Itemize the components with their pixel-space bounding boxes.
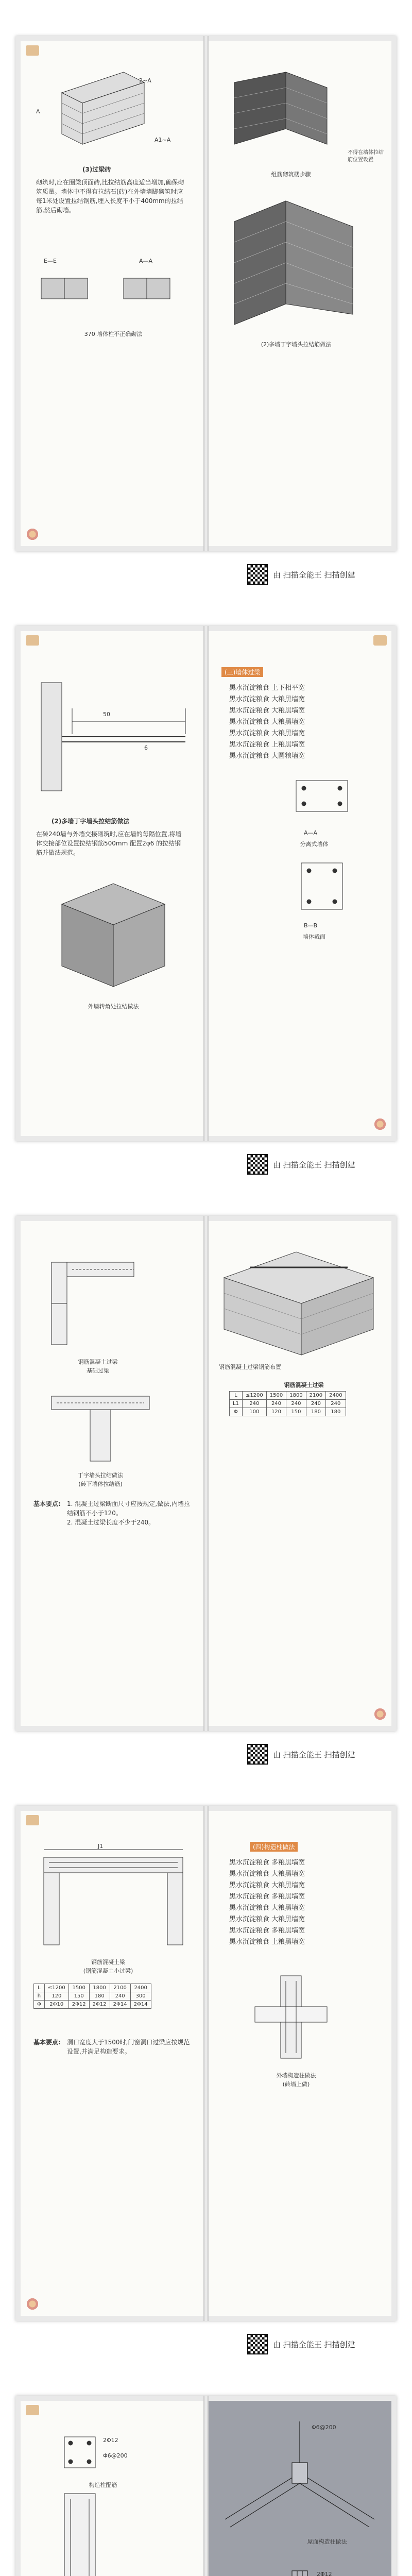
book-gutter bbox=[203, 1216, 209, 1731]
t-junction-drawing bbox=[41, 1381, 160, 1468]
book-spread bbox=[15, 1216, 397, 1731]
scan-page-4 bbox=[0, 1770, 412, 2360]
left-page bbox=[21, 1811, 203, 2316]
book-spread bbox=[15, 2396, 397, 2576]
lintel-section-drawing bbox=[286, 858, 358, 920]
page-ornament bbox=[373, 1707, 387, 1721]
book-spread bbox=[15, 626, 397, 1141]
table-cell: 1800 bbox=[89, 1984, 110, 1992]
dimension-label: A1~A bbox=[154, 137, 171, 143]
table-cell: Φ bbox=[34, 2001, 45, 2009]
table-cell: 240 bbox=[266, 1400, 286, 1408]
figure-caption: 钢筋混凝土梁 bbox=[91, 1959, 125, 1965]
rebar-label: Φ6@200 bbox=[312, 2424, 336, 2431]
table-cell: 2Φ12 bbox=[68, 2001, 89, 2009]
mnemonic-line: 黑水沉淀粮食 大粮黑墙宽 bbox=[229, 707, 305, 715]
figure-caption: (2)多墙丁字墙头拉结筋做法 bbox=[261, 341, 332, 348]
corner-decoration bbox=[26, 1815, 39, 1825]
qr-code-icon bbox=[247, 564, 268, 585]
table-cell: 2Φ12 bbox=[89, 2001, 110, 2009]
column-section-drawing bbox=[245, 1965, 348, 2069]
corner-decoration bbox=[26, 45, 39, 56]
section-heading: (2)多墙丁字墙头拉结筋做法 bbox=[52, 818, 130, 825]
table-cell: 2100 bbox=[110, 1984, 130, 1992]
section-label: A—A bbox=[139, 258, 153, 264]
figure-subcaption: (钢筋混凝土小过梁) bbox=[83, 1968, 133, 1974]
beam-reinforcement-table bbox=[33, 1984, 151, 2009]
table-cell: 1500 bbox=[266, 1392, 286, 1400]
qr-code-icon bbox=[247, 1744, 268, 1765]
table-cell: 240 bbox=[286, 1400, 306, 1408]
left-page bbox=[21, 1221, 203, 1726]
dimension-label: 50 bbox=[103, 711, 110, 718]
scanner-watermark bbox=[247, 1154, 355, 1175]
corner-decoration bbox=[373, 635, 387, 646]
section-label: A—A bbox=[304, 829, 318, 836]
figure-caption: 组筋砌筑楼步骤 bbox=[271, 171, 311, 178]
table-cell: 120 bbox=[266, 1408, 286, 1416]
book-gutter bbox=[203, 2396, 209, 2576]
mnemonic-list bbox=[229, 1857, 373, 1948]
corner-tie-illustration bbox=[52, 873, 175, 992]
mnemonic-list bbox=[229, 683, 373, 762]
watermark-text: 由 扫描全能王 扫描创建 bbox=[273, 570, 355, 580]
lintel-size-table bbox=[229, 1391, 346, 1416]
book-spread bbox=[15, 1806, 397, 2321]
table-row bbox=[230, 1400, 346, 1408]
table-cell: 1500 bbox=[68, 1984, 89, 1992]
table-cell: 2Φ14 bbox=[130, 2001, 151, 2009]
table-cell: 180 bbox=[89, 1992, 110, 2001]
left-page bbox=[21, 2401, 203, 2576]
mnemonic-line: 黑水沉淀粮食 大粮黑墙宽 bbox=[229, 1870, 305, 1878]
table-cell: 240 bbox=[326, 1400, 346, 1408]
section-tag: (四)构造柱做法 bbox=[250, 1842, 298, 1852]
figure-caption: 钢筋混凝土过梁钢筋布置 bbox=[219, 1364, 281, 1370]
page-ornament bbox=[26, 2297, 39, 2311]
wall-tie-detail-drawing bbox=[36, 672, 191, 801]
mnemonic-line: 黑水沉淀粮食 多粮黑墙宽 bbox=[229, 1927, 305, 1935]
figure-caption: 屋面构造柱做法 bbox=[307, 2538, 347, 2545]
scan-page-5 bbox=[0, 2360, 412, 2576]
mnemonic-line: 黑水沉淀粮食 大粮黑墙宽 bbox=[229, 718, 305, 726]
body-paragraph: 在砖240墙与外墙交接砌筑时,应在墙的每隔位置,将墙体交接部位设置拉结钢筋500mm 配置2φ6 的拉结钢筋并做法规范。 bbox=[36, 831, 182, 856]
table-cell: L1 bbox=[230, 1400, 243, 1408]
corner-decoration bbox=[26, 2405, 39, 2415]
table-header-row bbox=[230, 1392, 346, 1400]
key-points-label: 基本要点: bbox=[33, 1500, 61, 1507]
table-cell: 180 bbox=[326, 1408, 346, 1416]
rebar-label: 2Φ12 bbox=[103, 2437, 118, 2444]
table-cell: 2400 bbox=[326, 1392, 346, 1400]
table-cell: L bbox=[230, 1392, 243, 1400]
figure-caption: 分离式墙体 bbox=[300, 841, 329, 848]
roof-column-drawing bbox=[215, 2416, 385, 2576]
table-cell: 120 bbox=[44, 1992, 68, 2001]
watermark-text: 由 扫描全能王 扫描创建 bbox=[273, 2340, 355, 2349]
table-cell: ≤1200 bbox=[44, 1984, 68, 1992]
table-header-row bbox=[34, 1984, 151, 1992]
mnemonic-line: 黑水沉淀粮食 大粮黑墙宽 bbox=[229, 730, 305, 737]
table-cell: 180 bbox=[306, 1408, 325, 1416]
corner-decoration bbox=[26, 635, 39, 646]
table-cell: 2Φ14 bbox=[110, 2001, 130, 2009]
qr-code-icon bbox=[247, 2334, 268, 2354]
scan-page-2 bbox=[0, 590, 412, 1180]
side-annotation: 不得在墙体拉结筋位置设置 bbox=[348, 150, 384, 163]
table-cell: 300 bbox=[130, 1992, 151, 2001]
table-cell: 2400 bbox=[130, 1984, 151, 1992]
table-cell: 240 bbox=[306, 1400, 325, 1408]
dimension-label: J1 bbox=[98, 1843, 104, 1850]
watermark-text: 由 扫描全能王 扫描创建 bbox=[273, 1750, 355, 1759]
brick-section-illustration bbox=[36, 263, 185, 319]
dimension-label: 2~A bbox=[139, 77, 151, 84]
figure-caption: 构造柱配筋 bbox=[89, 2482, 117, 2488]
qr-code-icon bbox=[247, 1154, 268, 1175]
right-page bbox=[209, 1221, 391, 1726]
table-cell: 2Φ10 bbox=[44, 2001, 68, 2009]
book-gutter bbox=[203, 36, 209, 551]
brick-lintel-illustration bbox=[219, 1236, 379, 1360]
right-page bbox=[209, 2401, 391, 2576]
section-tag: (三)墙体过梁 bbox=[221, 667, 263, 677]
left-page bbox=[21, 631, 203, 1136]
book-gutter bbox=[203, 1806, 209, 2321]
figure-subcaption: (砖下墙体拉结筋) bbox=[78, 1481, 123, 1487]
mnemonic-line: 黑水沉淀粮食 大粮黑墙宽 bbox=[229, 1882, 305, 1889]
table-title: 钢筋混凝土过梁 bbox=[284, 1382, 324, 1388]
mnemonic-line: 黑水沉淀粮食 大粮黑墙宽 bbox=[229, 1916, 305, 1923]
key-points-text: 1. 混凝土过梁断面尺寸应按规定,做法,内墙拉结钢筋不小于120。 2. 混凝土过梁长度不少于240。 bbox=[67, 1500, 190, 1526]
dimension-label: 6 bbox=[144, 744, 148, 751]
rebar-label: 2Φ12 bbox=[317, 2571, 332, 2576]
table-row bbox=[34, 2001, 151, 2009]
book-gutter bbox=[203, 626, 209, 1141]
figure-caption: 墙体截面 bbox=[303, 934, 325, 940]
right-page bbox=[209, 41, 391, 546]
brick-corner-illustration bbox=[224, 67, 348, 165]
body-paragraph: 砌筑时,应在圈梁顶面砖,比拉结筋高度适当增加,确保砌筑质量。墙体中不得有拉结石(砖)在外墙墙脚砌筑时应每1米处设置拉结钢筋,埋入长度不小于400mm的拉结筋,然后砌墙。 bbox=[36, 179, 184, 214]
table-row bbox=[230, 1408, 346, 1416]
column-footing-drawing bbox=[33, 2427, 188, 2576]
page-ornament bbox=[26, 528, 39, 541]
figure-caption: 钢筋混凝土过梁 bbox=[78, 1359, 118, 1365]
brick-wall-illustration bbox=[52, 62, 154, 149]
lintel-section-drawing bbox=[286, 770, 358, 827]
table-cell: 150 bbox=[286, 1408, 306, 1416]
table-cell: 240 bbox=[242, 1400, 266, 1408]
figure-caption: 370 墙体柱不正确砌法 bbox=[84, 331, 143, 337]
scan-page-3 bbox=[0, 1180, 412, 1770]
mnemonic-line: 黑水沉淀粮食 多粮黑墙宽 bbox=[229, 1893, 305, 1901]
table-row bbox=[34, 1992, 151, 2001]
table-cell: ≤1200 bbox=[242, 1392, 266, 1400]
book-spread bbox=[15, 36, 397, 551]
mnemonic-line: 黑水沉淀粮食 多粮黑墙宽 bbox=[229, 1859, 305, 1867]
table-cell: 150 bbox=[68, 1992, 89, 2001]
rebar-label: Φ6@200 bbox=[103, 2452, 128, 2459]
brick-wall-junction-illustration bbox=[229, 191, 363, 330]
table-cell: L bbox=[34, 1984, 45, 1992]
scan-page-1 bbox=[0, 0, 412, 590]
page-ornament bbox=[373, 1117, 387, 1131]
section-heading: (3)过梁砖 bbox=[82, 166, 111, 173]
mnemonic-line: 黑水沉淀粮食 上粮黑墙宽 bbox=[229, 1938, 305, 1946]
mnemonic-line: 黑水沉淀粮食 大粮黑墙宽 bbox=[229, 696, 305, 703]
beam-elevation-drawing bbox=[33, 1842, 188, 1955]
mnemonic-line: 黑水沉淀粮食 大圆粮墙宽 bbox=[229, 752, 305, 760]
table-cell: 100 bbox=[242, 1408, 266, 1416]
key-points-text: 洞口宽度大于1500时,门窗洞口过梁应按规范设置,并满足构造要求。 bbox=[67, 2039, 190, 2055]
figure-caption: 外墙转角处拉结做法 bbox=[88, 1003, 139, 1010]
figure-subcaption: 基础过梁 bbox=[87, 1367, 109, 1374]
figure-caption: 外墙构造柱做法 bbox=[276, 2072, 316, 2079]
figure-subcaption: (砖墙上做) bbox=[282, 2081, 310, 2088]
left-page bbox=[21, 41, 203, 546]
table-cell: 240 bbox=[110, 1992, 130, 2001]
mnemonic-line: 黑水沉淀粮食 大粮黑墙宽 bbox=[229, 1904, 305, 1912]
right-page bbox=[209, 631, 391, 1136]
mnemonic-line: 黑水沉淀粮食 上下相平宽 bbox=[229, 684, 305, 692]
table-cell: h bbox=[34, 1992, 45, 2001]
scanner-watermark bbox=[247, 564, 355, 585]
table-cell: 1800 bbox=[286, 1392, 306, 1400]
mnemonic-line: 黑水沉淀粮食 上粮黑墙宽 bbox=[229, 741, 305, 749]
scanner-watermark bbox=[247, 1744, 355, 1765]
figure-caption: 丁字墙头拉结做法 bbox=[78, 1472, 123, 1479]
table-cell: Φ bbox=[230, 1408, 243, 1416]
right-page bbox=[209, 1811, 391, 2316]
lintel-frame-drawing bbox=[41, 1252, 144, 1355]
watermark-text: 由 扫描全能王 扫描创建 bbox=[273, 1160, 355, 1170]
scanner-watermark bbox=[247, 2334, 355, 2354]
key-points-label: 基本要点: bbox=[33, 2039, 61, 2046]
dimension-label: A bbox=[36, 108, 40, 115]
section-label: E—E bbox=[44, 258, 57, 264]
table-cell: 2100 bbox=[306, 1392, 325, 1400]
section-label: B—B bbox=[304, 922, 318, 929]
